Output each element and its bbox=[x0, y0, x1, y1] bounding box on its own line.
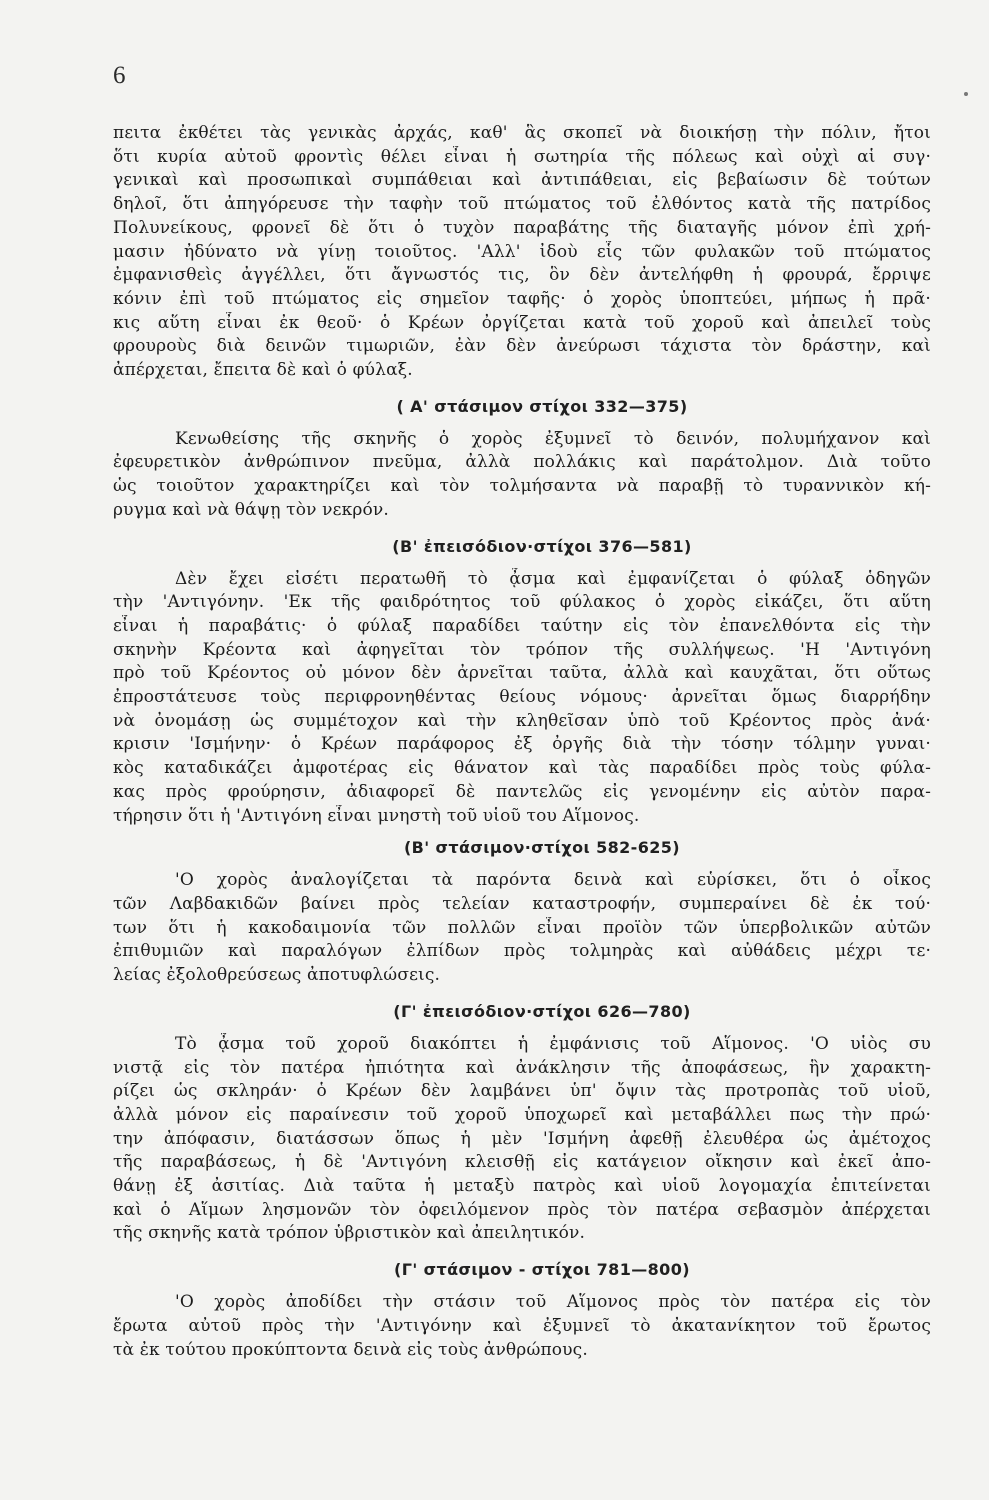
section-heading-first-stasimon: ( Α' στάσιμον στίχοι 332—375) bbox=[396, 396, 688, 416]
text-line: ἐφευρετικὸν ἀνθρώπινον πνεῦμα, ἀλλὰ πολλάκις καὶ παράτολμον. Διὰ τοῦτο bbox=[113, 452, 931, 473]
paragraph-second-stasimon bbox=[113, 869, 931, 988]
text-line: τὰ ἐκ τούτου προκύπτοντα δεινὰ εἰς τοὺς ἀνθρώπους. bbox=[113, 1339, 588, 1360]
text-line: τῆς παραβάσεως, ἡ δὲ 'Αντιγόνη κλεισθῇ εἰς κατάγειον οἴκησιν καὶ ἐκεῖ ἀπο- bbox=[113, 1152, 931, 1173]
text-line: κρισιν 'Ισμήνην· ὁ Κρέων παράφορος ἐξ ὀργῆς διὰ τὴν τόσην τόλμην γυναι· bbox=[113, 734, 931, 755]
text-line: νὰ ὀνομάσῃ ὡς συμμέτοχον καὶ τὴν κληθεῖσαν ὑπὸ τοῦ Κρέοντος πρὸς ἀνά· bbox=[113, 710, 931, 731]
text-line: ἐπροστάτευσε τοὺς περιφρονηθέντας θείους νόμους· ἀρνεῖται ὅμως διαρρήδην bbox=[113, 687, 931, 708]
paper-speck-mark bbox=[964, 92, 968, 96]
text-line: κις αὕτη εἶναι ἐκ θεοῦ· ὁ Κρέων ὀργίζεται κατὰ τοῦ χοροῦ καὶ ἀπειλεῖ τοὺς bbox=[113, 312, 931, 333]
text-line: ὡς τοιοῦτον χαρακτηρίζει καὶ τὸν τολμήσαντα νὰ παραβῇ τὸ τυραννικὸν κή- bbox=[113, 476, 931, 497]
text-line: των ὅτι ἡ κακοδαιμονία τῶν πολλῶν εἶναι προϊὸν τῶν ὑπερβολικῶν αὐτῶν bbox=[113, 917, 931, 938]
paragraph-second-episode bbox=[113, 568, 931, 829]
text-line: ἐμφανισθεὶς ἀγγέλλει, ὅτι ἄγνωστός τις, ὃν δὲν ἀντελήφθη ἡ φρουρά, ἔρριψε bbox=[113, 265, 931, 286]
text-line: τῶν Λαβδακιδῶν βαίνει πρὸς τελείαν καταστροφήν, συμπεραίνει δὲ ἐκ τού· bbox=[113, 893, 931, 914]
text-line: ρίζει ὡς σκληράν· ὁ Κρέων δὲν λαμβάνει ὑπ' ὄψιν τὰς προτροπὰς τοῦ υἱοῦ, bbox=[113, 1081, 931, 1102]
text-line: φρουροὺς διὰ δεινῶν τιμωριῶν, ἐὰν δὲν ἀνεύρωσι τάχιστα τὸν δράστην, καὶ bbox=[113, 336, 931, 357]
section-heading-second-stasimon: (Β' στάσιμον·στίχοι 582-625) bbox=[403, 838, 681, 858]
text-line: τὴν 'Αντιγόνην. 'Εκ τῆς φαιδρότητος τοῦ φύλακος ὁ χορὸς εἰκάζει, ὅτι αὕτη bbox=[113, 592, 931, 613]
text-line: ρυγμα καὶ νὰ θάψῃ τὸν νεκρόν. bbox=[113, 499, 389, 520]
text-line: θάνῃ ἐξ ἀσιτίας. Διὰ ταῦτα ἡ μεταξὺ πατρὸς καὶ υἱοῦ λογομαχία ἐπιτείνεται bbox=[113, 1176, 931, 1197]
paragraph-third-stasimon bbox=[113, 1291, 931, 1362]
text-line: εἶναι ἡ παραβάτις· ὁ φύλαξ παραδίδει ταύτην εἰς τὸν ἐπανελθόντα εἰς τὴν bbox=[113, 615, 931, 636]
text-line: τήρησιν ὅτι ἡ 'Αντιγόνη εἶναι μνηστὴ τοῦ υἱοῦ του Αἵμονος. bbox=[113, 805, 640, 826]
text-line: σκηνὴν Κρέοντα καὶ ἀφηγεῖται τὸν τρόπον τῆς συλλήψεως. 'Η 'Αντιγόνη bbox=[113, 639, 931, 660]
text-line: την ἀπόφασιν, διατάσσων ὅπως ἡ μὲν 'Ισμήνη ἀφεθῇ ἐλευθέρα ὡς ἀμέτοχος bbox=[113, 1128, 931, 1149]
section-heading-second-episode: (Β' ἐπεισόδιον·στίχοι 376—581) bbox=[392, 536, 692, 556]
text-line: 'Ο χορὸς ἀναλογίζεται τὰ παρόντα δεινὰ καὶ εὑρίσκει, ὅτι ὁ οἶκος bbox=[175, 870, 931, 891]
section-heading-third-stasimon: (Γ' στάσιμον - στίχοι 781—800) bbox=[394, 1260, 690, 1280]
text-line: πρὸ τοῦ Κρέοντος οὐ μόνον δὲν ἀρνεῖται ταῦτα, ἀλλὰ καὶ καυχᾶται, ὅτι οὕτως bbox=[113, 663, 931, 684]
text-line: ὅτι κυρία αὐτοῦ φροντὶς θέλει εἶναι ἡ σωτηρία τῆς πόλεως καὶ οὐχὶ αἱ συγ· bbox=[113, 146, 931, 167]
text-line: κόνιν ἐπὶ τοῦ πτώματος εἰς σημεῖον ταφῆς· ὁ χορὸς ὑποπτεύει, μήπως ἡ πρᾶ· bbox=[113, 288, 931, 309]
text-line: λείας ἐξολοθρεύσεως ἀποτυφλώσεις. bbox=[113, 965, 441, 986]
text-line: δηλοῖ, ὅτι ἀπηγόρευσε τὴν ταφὴν τοῦ πτώματος τοῦ ἐλθόντος κατὰ τῆς πατρίδος bbox=[113, 194, 931, 215]
text-line: καὶ ὁ Αἵμων λησμονῶν τὸν ὀφειλόμενον πρὸς τὸν πατέρα σεβασμὸν ἀπέρχεται bbox=[113, 1199, 931, 1220]
text-line: ἔρωτα αὐτοῦ πρὸς τὴν 'Αντιγόνην καὶ ἐξυμνεῖ τὸ ἀκατανίκητον τοῦ ἔρωτος bbox=[113, 1315, 931, 1336]
paragraph-creon-speech bbox=[113, 122, 931, 383]
text-line: κας πρὸς φρούρησιν, ἀδιαφορεῖ δὲ παντελῶς εἰς γενομένην εἰς αὐτὸν παρα- bbox=[113, 781, 931, 802]
text-line: Τὸ ᾆσμα τοῦ χοροῦ διακόπτει ἡ ἐμφάνισις τοῦ Αἵμονος. 'Ο υἱὸς συ bbox=[175, 1033, 931, 1054]
text-line: Κενωθείσης τῆς σκηνῆς ὁ χορὸς ἐξυμνεῖ τὸ δεινόν, πολυμήχανον καὶ bbox=[175, 428, 931, 449]
text-line: Πολυνείκους, φρονεῖ δὲ ὅτι ὁ τυχὸν παραβάτης τῆς διαταγῆς μόνον ἐπὶ χρή- bbox=[113, 217, 931, 238]
text-line: τῆς σκηνῆς κατὰ τρόπον ὑβριστικὸν καὶ ἀπειλητικόν. bbox=[113, 1223, 586, 1244]
text-line: νιστᾷ εἰς τὸν πατέρα ἠπιότητα καὶ ἀνάκλησιν τῆς ἀποφάσεως, ἣν χαρακτη- bbox=[113, 1057, 931, 1078]
text-line: κὸς καταδικάζει ἀμφοτέρας εἰς θάνατον καὶ τὰς παραδίδει πρὸς τοὺς φύλα- bbox=[113, 758, 931, 779]
text-line: Δὲν ἔχει εἰσέτι περατωθῆ τὸ ᾆσμα καὶ ἐμφανίζεται ὁ φύλαξ ὁδηγῶν bbox=[175, 568, 931, 589]
page-number: 6 bbox=[113, 62, 126, 89]
text-line: ἐπιθυμιῶν καὶ παραλόγων ἐλπίδων πρὸς τολμηρὰς καὶ αὐθάδεις μέχρι τε· bbox=[113, 941, 931, 962]
text-line: μασιν ἠδύνατο νὰ γίνῃ τοιοῦτος. 'Αλλ' ἰδοὺ εἷς τῶν φυλακῶν τοῦ πτώματος bbox=[113, 241, 931, 262]
text-line: πειτα ἐκθέτει τὰς γενικὰς ἀρχάς, καθ' ἃς σκοπεῖ νὰ διοικήσῃ τὴν πόλιν, ἤτοι bbox=[113, 123, 931, 143]
paragraph-first-stasimon bbox=[113, 428, 931, 523]
section-heading-third-episode: (Γ' ἐπεισόδιον·στίχοι 626—780) bbox=[393, 1001, 691, 1021]
text-line: γενικαὶ καὶ προσωπικαὶ συμπάθειαι καὶ ἀντιπάθειαι, εἰς βεβαίωσιν δὲ τούτων bbox=[113, 170, 931, 191]
text-line: ἀλλὰ μόνον εἰς παραίνεσιν τοῦ χοροῦ ὑποχωρεῖ καὶ μεταβάλλει πως τὴν πρώ· bbox=[113, 1104, 931, 1125]
text-line: ἀπέρχεται, ἔπειτα δὲ καὶ ὁ φύλαξ. bbox=[113, 360, 413, 381]
text-line: 'Ο χορὸς ἀποδίδει τὴν στάσιν τοῦ Αἵμονος πρὸς τὸν πατέρα εἰς τὸν bbox=[175, 1292, 931, 1313]
paragraph-third-episode bbox=[113, 1033, 931, 1246]
page-content bbox=[113, 122, 931, 1362]
